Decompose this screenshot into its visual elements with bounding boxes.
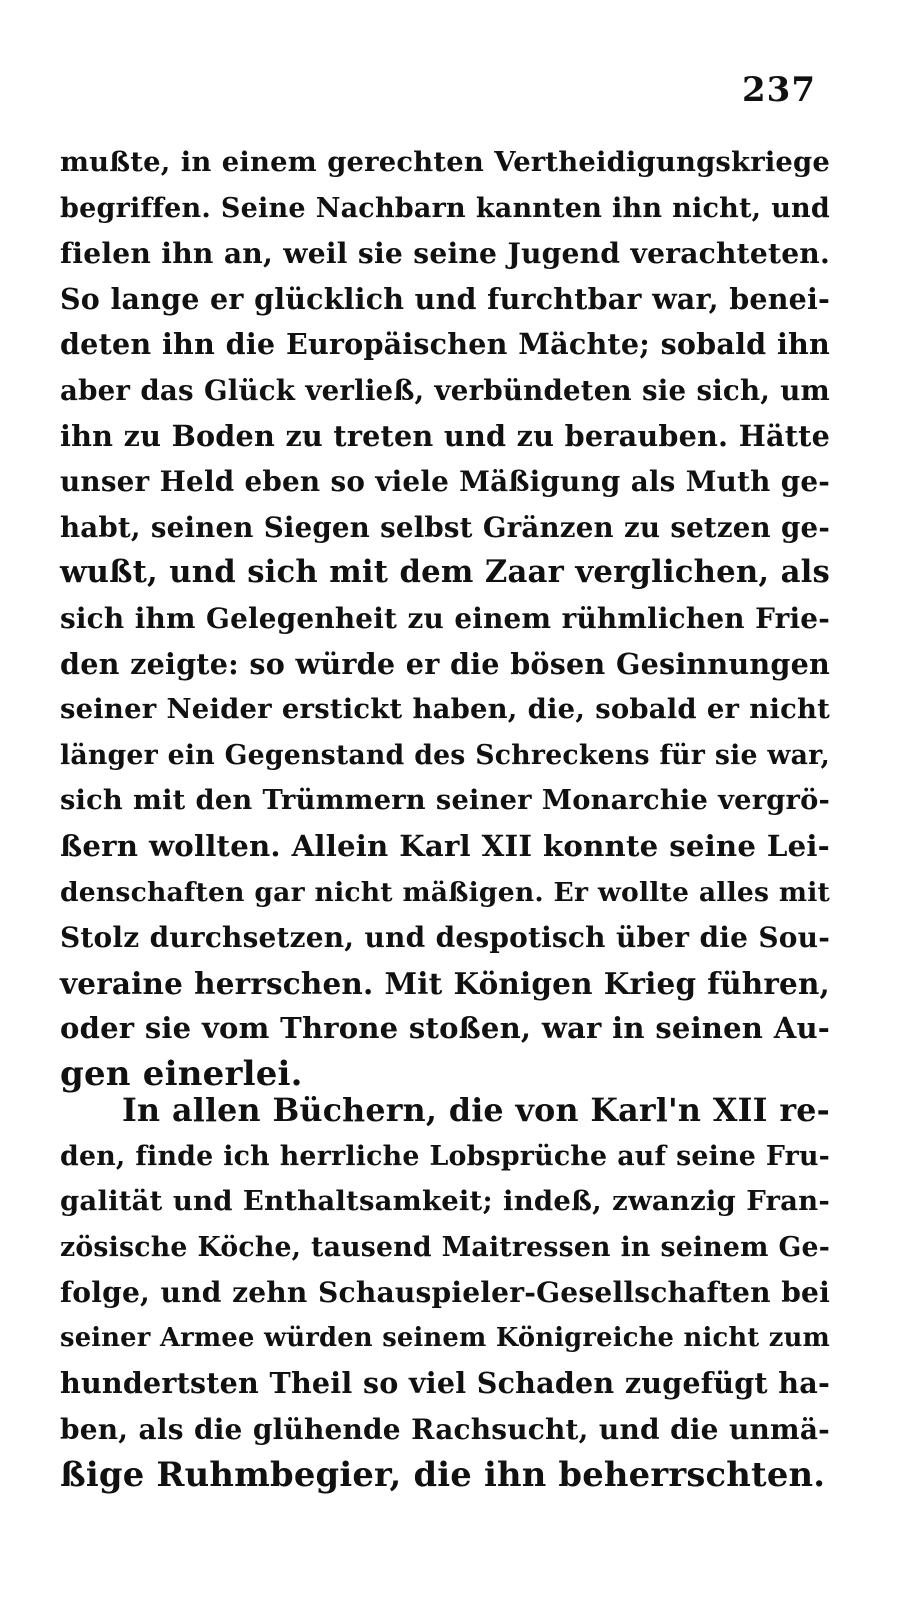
- text-line: länger ein Gegenstand des Schreckens für sie war,: [60, 739, 830, 771]
- text-line: veraine herrschen. Mit Königen Krieg führen,: [60, 965, 830, 1001]
- text-line: hundertsten Theil so viel Schaden zugefügt ha-: [60, 1366, 830, 1400]
- text-line: den zeigte: so würde er die bösen Gesinnungen: [60, 646, 830, 681]
- text-line: habt, seinen Siegen selbst Gränzen zu setzen ge-: [60, 510, 830, 544]
- text-line: seiner Neider erstickt haben, die, sobald er nicht: [60, 693, 830, 726]
- text-line: seiner Armee würden seinem Königreiche nicht zum: [60, 1322, 830, 1353]
- text-line: folge, und zehn Schauspieler-Gesellschaften bei: [60, 1276, 830, 1309]
- paragraph-2: [60, 1088, 830, 1498]
- paragraph-1: [60, 140, 830, 1097]
- text-line: den, finde ich herrliche Lobsprüche auf seine Fru-: [60, 1140, 830, 1172]
- text-line: aber das Glück verließ, verbündeten sie sich, um: [60, 373, 830, 407]
- page-number: 237: [742, 70, 816, 110]
- text-line: wußt, und sich mit dem Zaar verglichen, als: [60, 554, 830, 591]
- text-line: begriffen. Seine Nachbarn kannten ihn nicht, und: [60, 192, 830, 224]
- text-line: fielen ihn an, weil sie seine Jugend verachteten.: [60, 237, 830, 271]
- text-line: unser Held eben so viele Mäßigung als Muth ge-: [60, 465, 830, 499]
- text-line: gen einerlei.: [60, 1053, 303, 1094]
- text-line: ßige Ruhmbegier, die ihn beherrschten.: [60, 1454, 826, 1494]
- text-line: ihn zu Boden zu treten und zu berauben. Hätte: [60, 418, 830, 453]
- text-line: oder sie vom Throne stoßen, war in seinen Au-: [60, 1011, 830, 1046]
- text-line: galität und Enthaltsamkeit; indeß, zwanzig Fran-: [60, 1185, 830, 1217]
- text-line: sich ihm Gelegenheit zu einem rühmlichen Frie-: [60, 601, 830, 635]
- text-line: denschaften gar nicht mäßigen. Er wollte alles mit: [60, 876, 830, 908]
- text-line: In allen Büchern, die von Karl'n XII re-: [122, 1092, 830, 1129]
- text-line: Stolz durchsetzen, und despotisch über die Sou-: [60, 921, 830, 955]
- text-line: sich mit den Trümmern seiner Monarchie vergrö-: [60, 784, 830, 817]
- text-line: So lange er glücklich und furchtbar war, benei-: [60, 281, 830, 316]
- text-line: deten ihn die Europäischen Mächte; sobald ihn: [60, 327, 830, 362]
- text-line: ßern wollten. Allein Karl XII konnte seine Lei-: [60, 828, 830, 863]
- text-line: zösische Köche, tausend Maitressen in seinem Ge-: [60, 1231, 830, 1263]
- text-line: ben, als die glühende Rachsucht, und die unmä-: [60, 1412, 830, 1446]
- text-line: mußte, in einem gerechten Vertheidigungskriege: [60, 146, 830, 178]
